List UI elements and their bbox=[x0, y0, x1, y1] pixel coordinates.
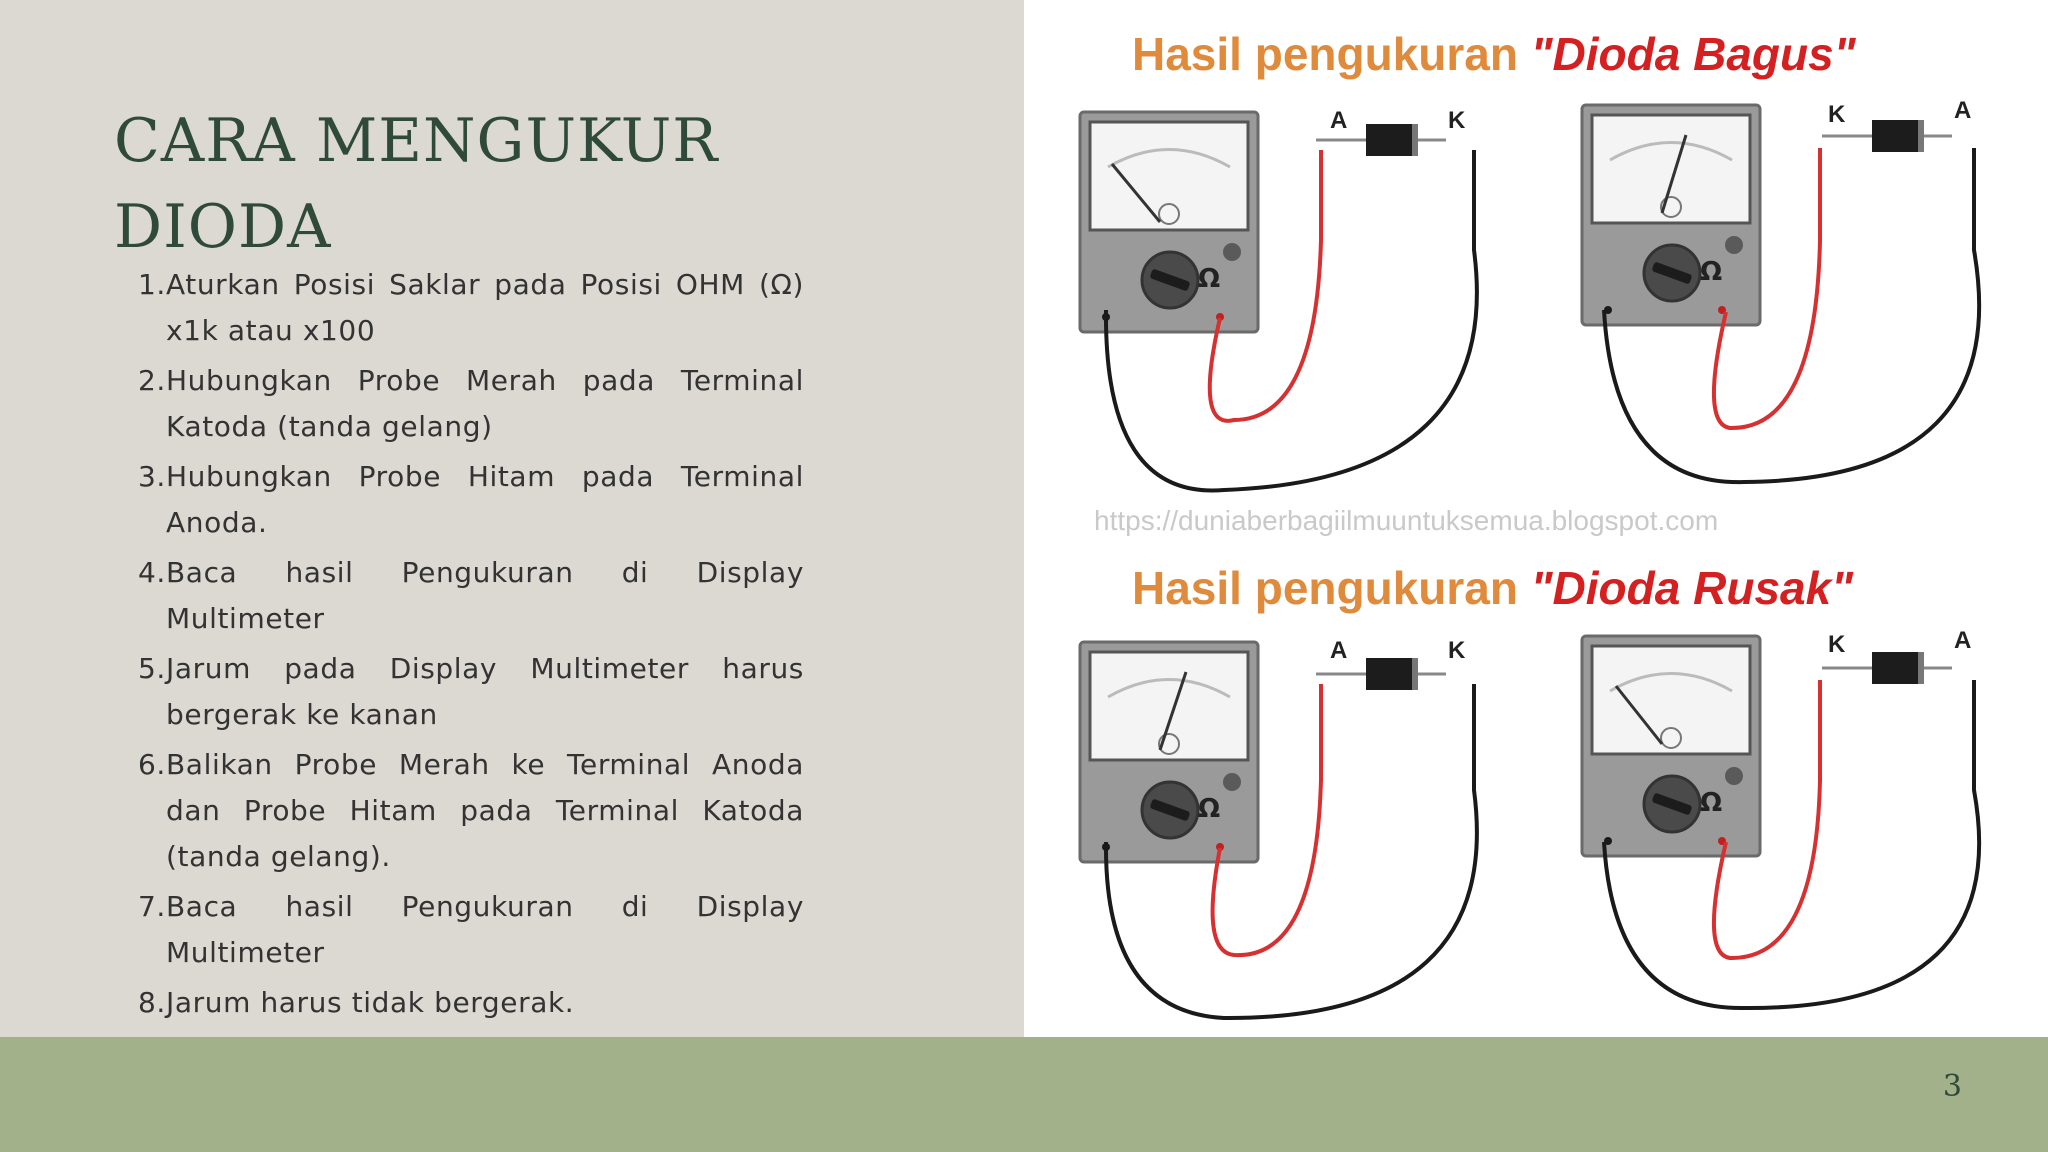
page-number: 3 bbox=[1942, 1069, 1962, 1104]
svg-text:K: K bbox=[1828, 631, 1846, 658]
step-item: 1. Aturkan Posisi Saklar pada Posisi OHM (Ω) x1k atau x100 bbox=[138, 268, 804, 347]
watermark: https://duniaberbagiilmuuntuksemua.blogspot.com bbox=[1094, 505, 1719, 536]
svg-text:K: K bbox=[1828, 101, 1846, 128]
meter-good-1 bbox=[1080, 112, 1258, 332]
step-item: 4. Baca hasil Pengukuran di Display Multimeter bbox=[138, 556, 804, 635]
cathode-label: K bbox=[1448, 107, 1466, 134]
text-panel bbox=[0, 0, 1024, 1037]
svg-text:Ω: Ω bbox=[1700, 257, 1723, 287]
step-item: 5. Jarum pada Display Multimeter harus bergerak ke kanan bbox=[138, 652, 804, 731]
title-line-2: DIODA bbox=[114, 192, 332, 262]
svg-text:Ω: Ω bbox=[1700, 788, 1723, 818]
steps-list bbox=[114, 262, 804, 1118]
meter-bad-1 bbox=[1080, 642, 1258, 862]
svg-text:A: A bbox=[1954, 627, 1972, 654]
footer-bar bbox=[0, 1037, 2048, 1152]
step-item: 3. Hubungkan Probe Hitam pada Terminal Anoda. bbox=[138, 460, 804, 539]
step-item: 8. Jarum harus tidak bergerak. bbox=[138, 986, 575, 1019]
svg-text:K: K bbox=[1448, 637, 1466, 664]
diagram-image bbox=[1024, 0, 2048, 1037]
slide-title bbox=[114, 98, 814, 270]
svg-text:Ω: Ω bbox=[1198, 794, 1221, 824]
anode-label: A bbox=[1330, 107, 1348, 134]
svg-text:A: A bbox=[1330, 637, 1348, 664]
title-good-diode: Hasil pengukuran "Dioda Bagus" bbox=[1132, 28, 1856, 80]
step-item: 7. Baca hasil Pengukuran di Display Multimeter bbox=[138, 890, 804, 969]
svg-text:A: A bbox=[1954, 97, 1972, 124]
diode-measurement-diagram bbox=[1024, 0, 2048, 1037]
svg-text:Ω: Ω bbox=[1198, 264, 1221, 294]
step-item: 6. Balikan Probe Merah ke Terminal Anoda dan Probe Hitam pada Terminal Katoda (tanda gelang). bbox=[138, 748, 804, 873]
title-line-1: CARA MENGUKUR bbox=[114, 106, 719, 176]
meter-good-2 bbox=[1582, 105, 1760, 325]
step-item: 2. Hubungkan Probe Merah pada Terminal Katoda (tanda gelang) bbox=[138, 364, 804, 443]
meter-bad-2 bbox=[1582, 636, 1760, 856]
title-bad-diode: Hasil pengukuran "Dioda Rusak" bbox=[1132, 562, 1853, 614]
